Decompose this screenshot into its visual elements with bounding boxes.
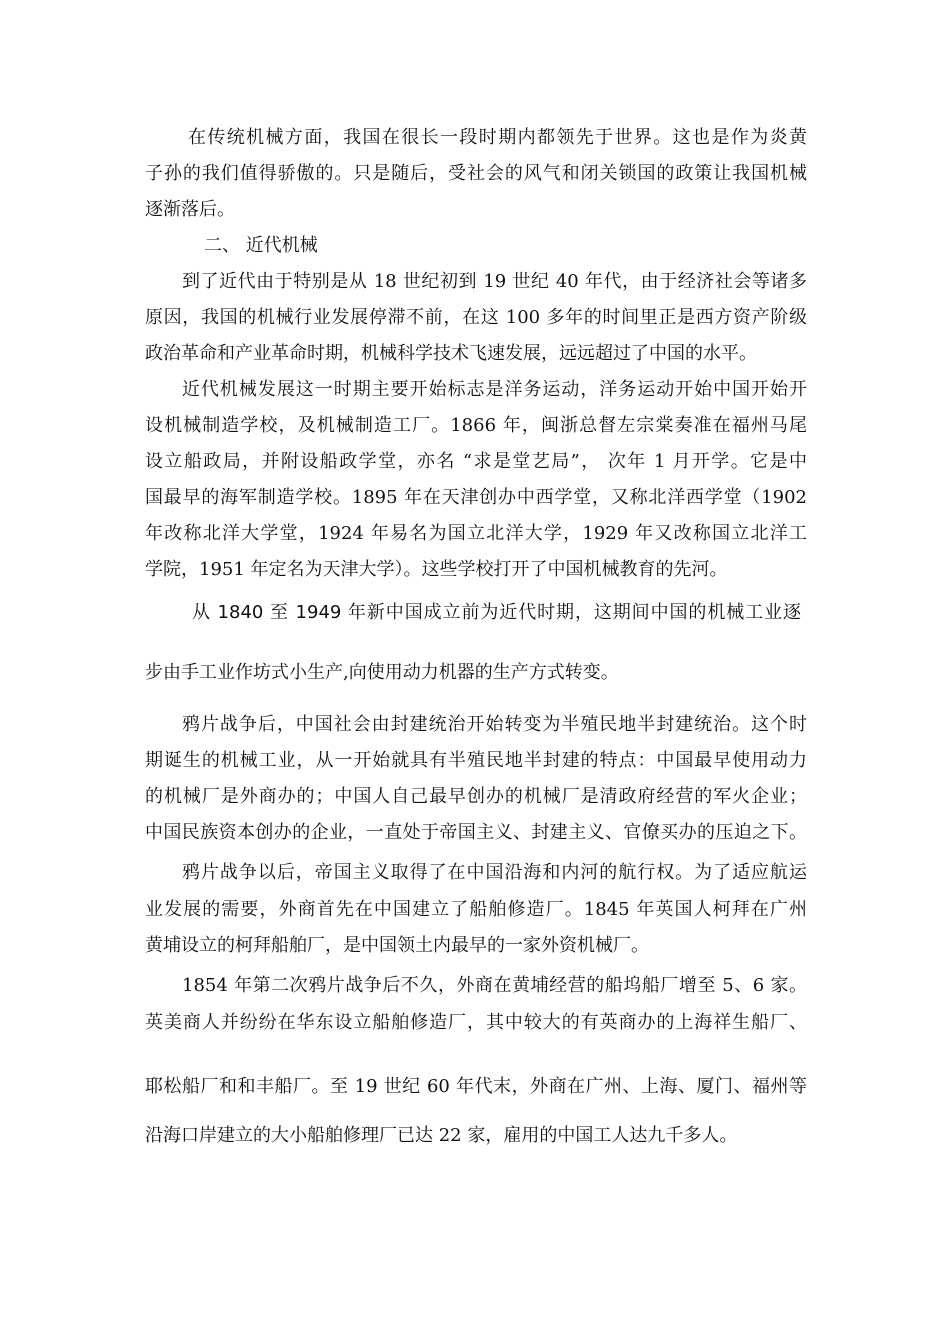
- text-line: 鸦片战争后，中国社会由封建统治开始转变为半殖民地半封建统治。这个时: [182, 714, 807, 735]
- text-line: 英美商人并纷纷在华东设立船舶修造厂，其中较大的有英商办的上海祥生船厂、: [145, 1012, 807, 1033]
- text-line: 逐渐落后。: [145, 199, 235, 220]
- text-line: 从 1840 至 1949 年新中国成立前为近代时期，这期间中国的机械工业逐: [192, 602, 801, 623]
- text-line: 耶松船厂和和丰船厂。至 19 世纪 60 年代末，外商在广州、上海、厦门、福州等: [145, 1076, 807, 1097]
- text-line: 子孙的我们值得骄傲的。只是随后，受社会的风气和闭关锁国的政策让我国机械: [145, 163, 807, 184]
- text-line: 政治革命和产业革命时期，机械科学技术飞速发展，远远超过了中国的水平。: [145, 343, 757, 364]
- text-line: 原因，我国的机械行业发展停滞不前，在这 100 多年的时间里正是西方资产阶级: [145, 307, 807, 328]
- text-line: 业发展的需要，外商首先在中国建立了船舶修造厂。1845 年英国人柯拜在广州: [145, 899, 807, 920]
- text-line: 设立船政局，并附设船政学堂，亦名 “求是堂艺局”， 次年 1 月开学。它是中: [145, 451, 807, 472]
- text-line: 到了近代由于特别是从 18 世纪初到 19 世纪 40 年代，由于经济社会等诸多: [182, 271, 807, 292]
- text-line: 近代机械发展这一时期主要开始标志是洋务运动，洋务运动开始中国开始开: [182, 379, 807, 400]
- text-line: 中国民族资本创办的企业，一直处于帝国主义、封建主义、官僚买办的压迫之下。: [145, 822, 807, 843]
- text-line: 黄埔设立的柯拜船舶厂，是中国领土内最早的一家外资机械厂。: [145, 935, 649, 956]
- text-line: 学院，1951 年定名为天津大学）。这些学校打开了中国机械教育的先河。: [145, 559, 728, 580]
- text-line: 1854 年第二次鸦片战争后不久，外商在黄埔经营的船坞船厂增至 5、6 家。: [182, 975, 807, 996]
- text-line: 的机械厂是外商办的；中国人自己最早创办的机械厂是清政府经营的军火企业；: [145, 786, 807, 807]
- text-line: 在传统机械方面，我国在很长一段时期内都领先于世界。这也是作为炎黄: [188, 127, 807, 148]
- text-line: 鸦片战争以后，帝国主义取得了在中国沿海和内河的航行权。为了适应航运: [182, 862, 807, 883]
- text-line: 步由手工业作坊式小生产,向使用动力机器的生产方式转变。: [145, 662, 619, 683]
- text-line: 沿海口岸建立的大小船舶修理厂已达 22 家，雇用的中国工人达九千多人。: [145, 1125, 738, 1146]
- text-line: 设机械制造学校，及机械制造工厂。1866 年，闽浙总督左宗棠奏准在福州马尾: [145, 415, 807, 436]
- section-heading: 二、 近代机械: [204, 235, 318, 256]
- text-line: 期诞生的机械工业，从一开始就具有半殖民地半封建的特点：中国最早使用动力: [145, 750, 807, 771]
- text-line: 国最早的海军制造学校。1895 年在天津创办中西学堂，又称北洋西学堂（1902: [145, 487, 807, 508]
- text-line: 年改称北洋大学堂，1924 年易名为国立北洋大学，1929 年又改称国立北洋工: [145, 523, 807, 544]
